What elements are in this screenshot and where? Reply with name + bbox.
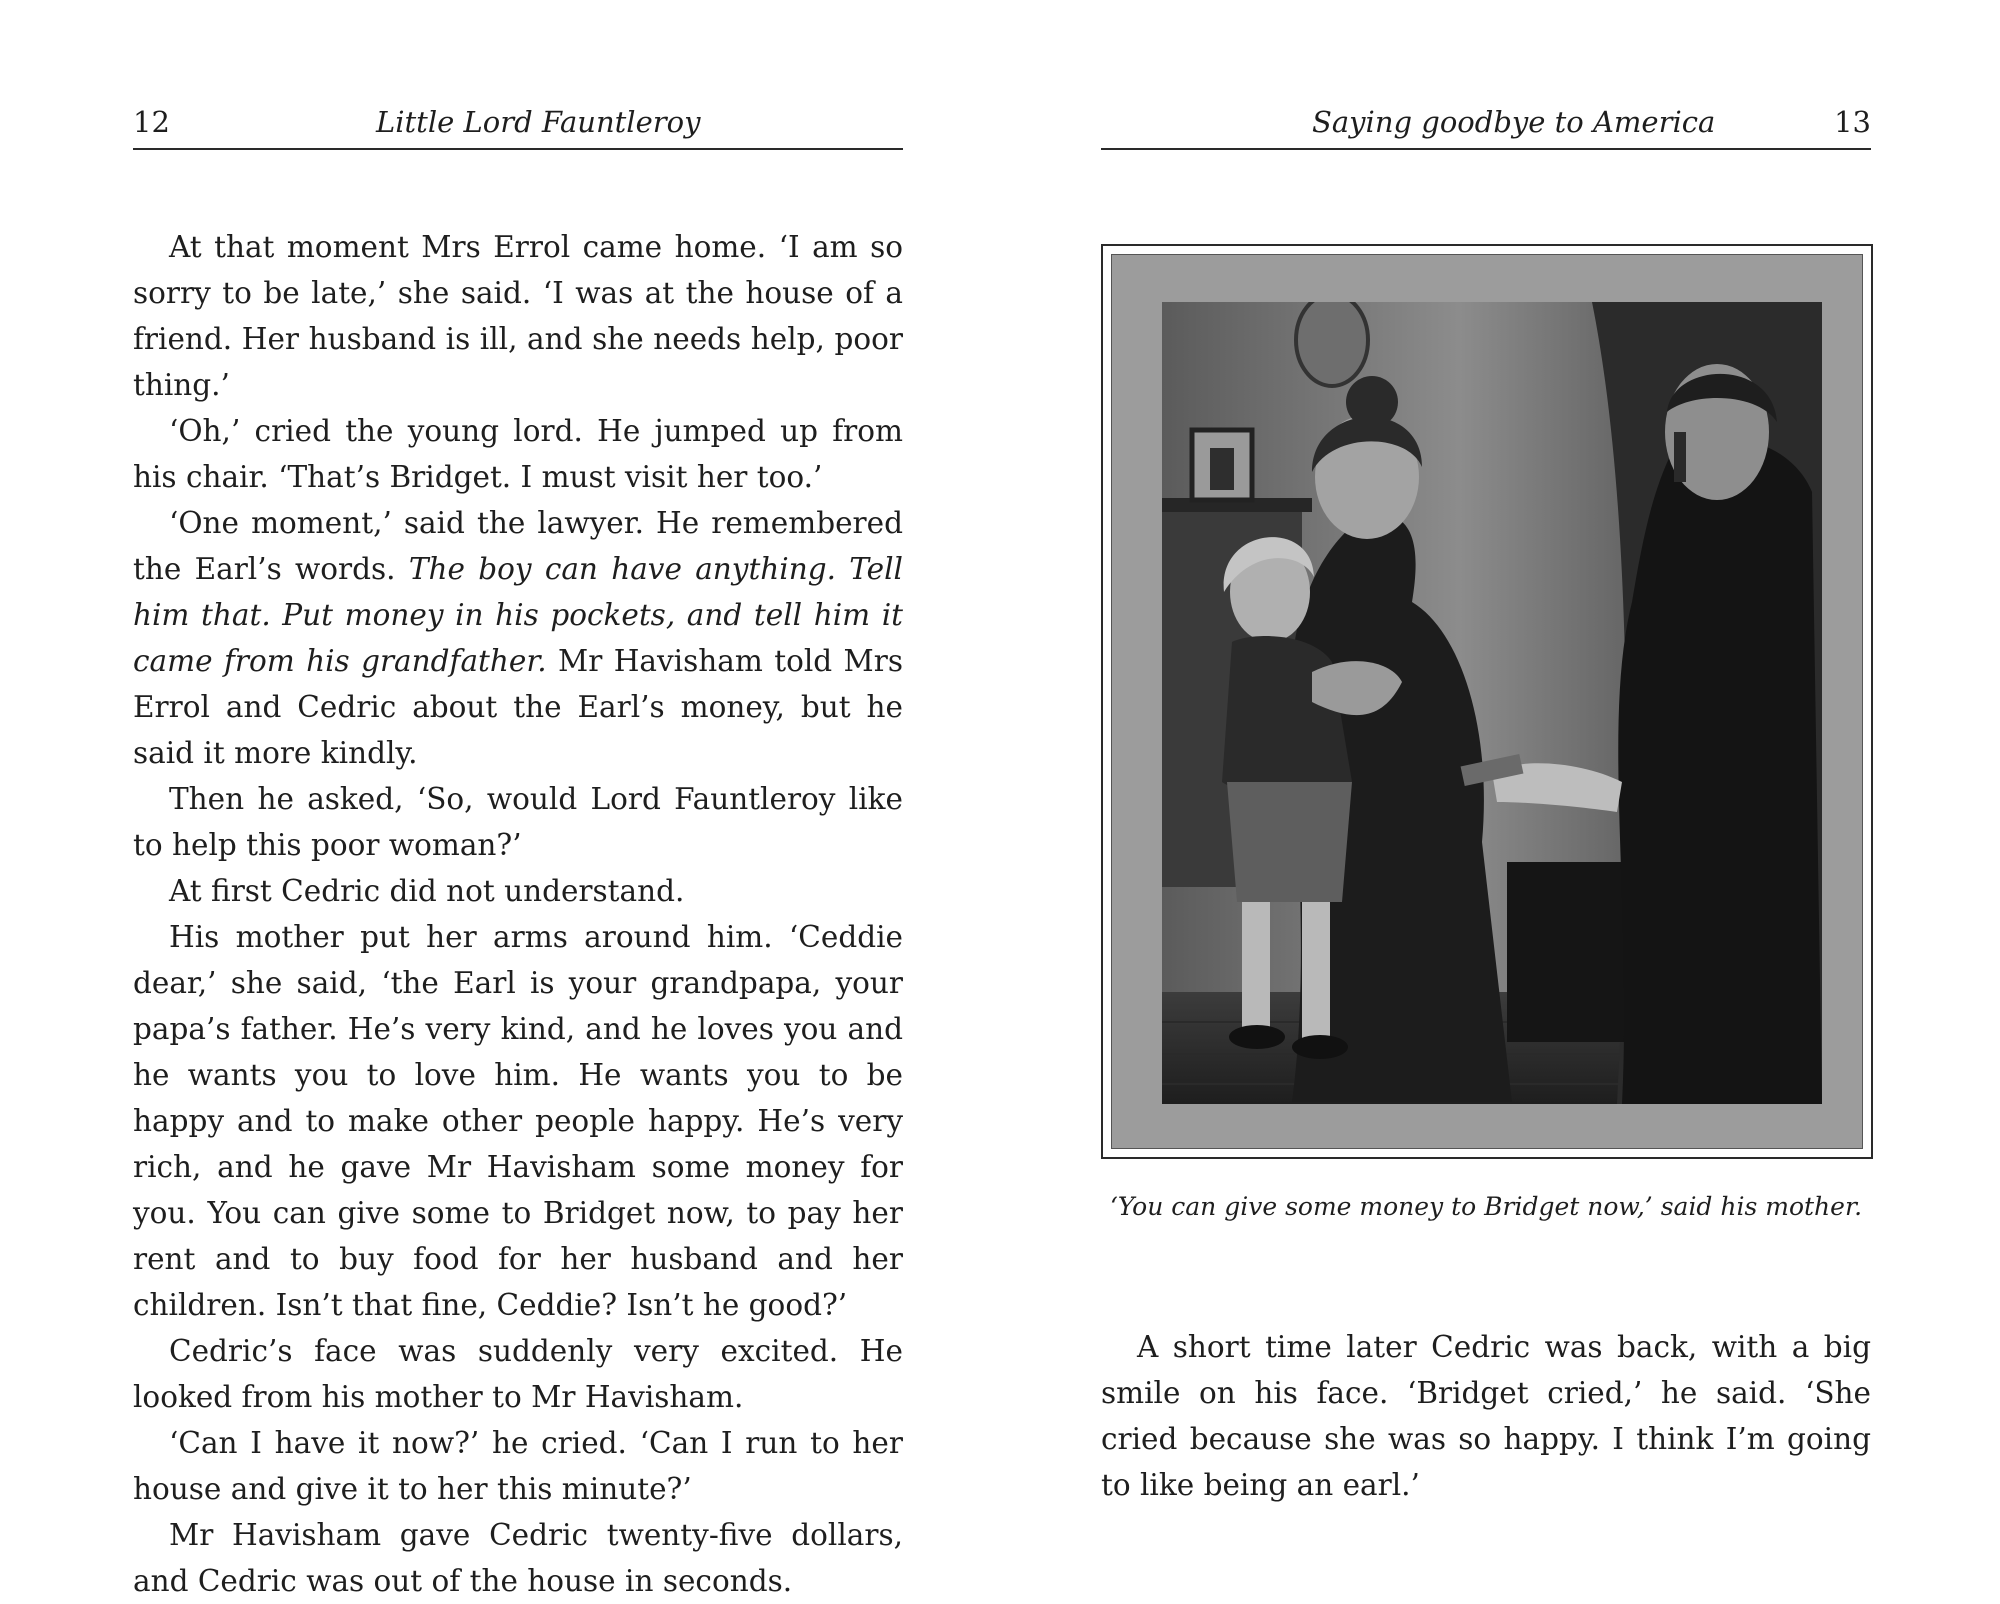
paragraph-text: ‘One moment,’ said the lawyer. He remembered the Earl’s words. xyxy=(133,506,903,586)
illustration-caption: ‘You can give some money to Bridget now,’ said his mother. xyxy=(1109,1192,1863,1221)
right-body-text xyxy=(1101,1324,1871,1508)
earls-words-italic: The boy can have anything. Tell him that. Put money in his pockets, and tell him it came from his grandfather. xyxy=(133,552,903,678)
paragraph: A short time later Cedric was back, with a big smile on his face. ‘Bridget cried,’ he said. ‘She cried because she was so happy. I think I’m going to like being an earl.’ xyxy=(1101,1330,1871,1502)
mother-hair-bun xyxy=(1346,376,1398,428)
illustration-frame xyxy=(1101,244,1873,1159)
paragraph: Mr Havisham gave Cedric twenty-five dollars, and Cedric was out of the house in seconds. xyxy=(133,1518,903,1598)
paragraph: ‘Oh,’ cried the young lord. He jumped up from his chair. ‘That’s Bridget. I must visit her too.’ xyxy=(133,414,903,494)
right-running-head xyxy=(1101,102,1871,150)
paragraph-text: Mr Havisham told Mrs Errol and Cedric about the Earl’s money, but he said it more kindly. xyxy=(133,644,904,770)
right-page xyxy=(1000,0,2000,1581)
left-running-head xyxy=(133,102,903,150)
boy-left-shoe xyxy=(1229,1025,1285,1049)
illustration xyxy=(1162,302,1822,1104)
boy-left-leg xyxy=(1242,902,1270,1032)
man-coat xyxy=(1618,438,1822,1104)
book-title-header: Little Lord Fauntleroy xyxy=(376,105,701,139)
paragraph: Cedric’s face was suddenly very excited. He looked from his mother to Mr Havisham. xyxy=(133,1334,903,1414)
left-body-text xyxy=(133,224,903,1604)
paragraph: At that moment Mrs Errol came home. ‘I am so sorry to be late,’ she said. ‘I was at the house of a friend. Her husband is ill, and she needs help, poor thing.’ xyxy=(133,230,903,402)
paragraph xyxy=(133,500,903,776)
right-page-number: 13 xyxy=(1834,105,1871,139)
left-page-number: 12 xyxy=(133,105,170,139)
illustration-mat xyxy=(1111,254,1863,1149)
paragraph: ‘Can I have it now?’ he cried. ‘Can I run to her house and give it to her this minute?’ xyxy=(133,1426,903,1506)
wall-plate xyxy=(1296,302,1368,386)
boy-right-shoe xyxy=(1292,1035,1348,1059)
boy-breeches xyxy=(1227,782,1352,902)
illustration-drawing xyxy=(1162,302,1822,1104)
picture-figure xyxy=(1210,448,1234,490)
paragraph: Then he asked, ‘So, would Lord Fauntleroy like to help this poor woman?’ xyxy=(133,782,903,862)
man-sideburn xyxy=(1674,432,1686,482)
boy-right-leg xyxy=(1302,902,1330,1042)
paragraph: His mother put her arms around him. ‘Ceddie dear,’ she said, ‘the Earl is your grandpapa, your papa’s father. He’s very kind, and he loves you and he wants you to love him. He wants you to be happy and to make other people happy. He’s very rich, and he gave Mr Havisham some money for you. You can give some to Bridget now, to pay her rent and to buy food for her husband and her children. Isn’t that fine, Ceddie? Isn’t he good?’ xyxy=(133,920,903,1322)
chapter-title-header: Saying goodbye to America xyxy=(1312,105,1716,139)
paragraph: At first Cedric did not understand. xyxy=(169,874,685,908)
left-page xyxy=(0,0,1000,1598)
